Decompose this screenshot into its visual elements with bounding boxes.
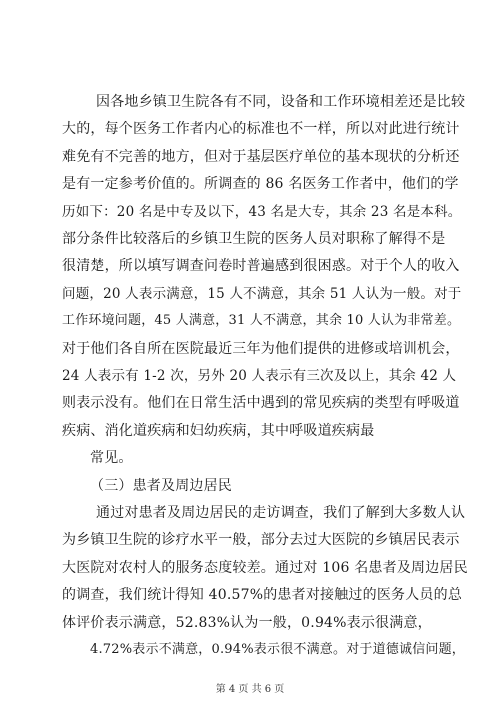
paragraph-line-9: 工作环境问题，45 人满意，31 人不满意，其余 10 人认为非常差。 [62, 313, 461, 329]
paragraph-line-20: 4.72%表示不满意，0.94%表示很不满意。对于道德诚信问题， [90, 642, 465, 657]
paragraph-line-17: 大医院对农村人的服务态度较差。通过对 106 名患者及周边居民 [62, 559, 468, 576]
paragraph-line-8: 问题，20 人表示满意，15 人不满意，其余 51 人认为一般。对于 [62, 285, 462, 302]
paragraph-line-2: 大的，每个医务工作者内心的标准也不一样，所以对此进行统计 [62, 121, 460, 138]
paragraph-line-13: 疾病、消化道疾病和妇幼疾病，其中呼吸道疾病最 [62, 422, 375, 439]
paragraph-line-19: 体评价表示满意，52.83%认为一般，0.94%表示很满意， [62, 614, 432, 631]
paragraph-line-10: 对于他们各自所在医院最近三年为他们提供的进修或培训机会， [62, 340, 460, 357]
paragraph-line-3: 难免有不完善的地方，但对于基层医疗单位的基本现状的分析还 [62, 148, 460, 165]
paragraph-line-4: 是有一定参考价值的。所调查的 86 名医务工作者中，他们的学 [62, 176, 459, 193]
paragraph-line-1: 因各地乡镇卫生院各有不同，设备和工作环境相差还是比较 [96, 94, 466, 110]
paragraph-line-15: 通过对患者及周边居民的走访调查，我们了解到大多数人认 [96, 505, 466, 521]
paragraph-line-16: 为乡镇卫生院的诊疗水平一般，部分去过大医院的乡镇居民表示 [62, 532, 460, 549]
paragraph-line-14: 常见。 [90, 450, 133, 467]
paragraph-line-12: 则表示没有。他们在日常生活中遇到的常见疾病的类型有呼吸道 [62, 395, 460, 412]
paragraph-line-7: 很清楚，所以填写调查问卷时普遍感到很困惑。对于个人的收入 [62, 258, 460, 275]
page-footer: 第 4 页 共 6 页 [215, 684, 285, 695]
paragraph-line-6: 部分条件比较落后的乡镇卫生院的医务人员对职称了解得不是 [62, 231, 446, 247]
paragraph-line-18: 的调查，我们统计得知 40.57%的患者对接触过的医务人员的总 [62, 587, 463, 604]
paragraph-line-11: 24 人表示有 1-2 次，另外 20 人表示有三次及以上，其余 42 人 [62, 368, 457, 384]
paragraph-line-5: 历如下：20 名是中专及以下，43 名是大专，其余 23 名是本科。 [62, 203, 462, 220]
section-heading: （三）患者及周边居民 [90, 477, 232, 494]
